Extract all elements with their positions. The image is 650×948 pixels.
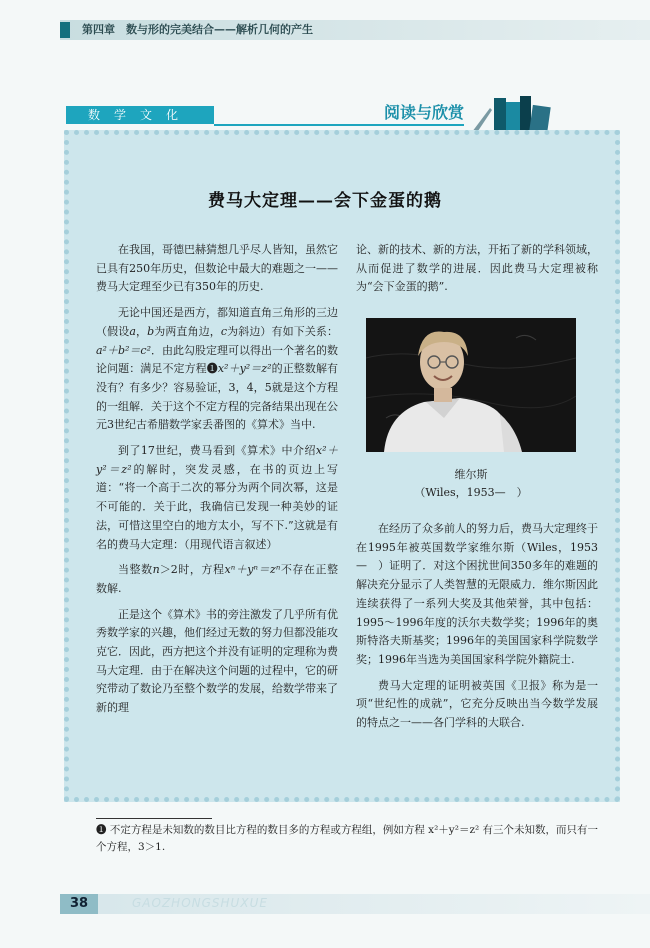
reading-label: 阅读与欣赏 bbox=[384, 103, 465, 122]
footer-brand: GAOZHONGSHUXUE bbox=[132, 896, 268, 910]
section-tag: 数学文化 bbox=[66, 106, 214, 124]
photo-caption-name: 维尔斯 bbox=[454, 468, 488, 481]
footnote-rule bbox=[96, 818, 212, 819]
article-title: 费马大定理——会下金蛋的鹅 bbox=[208, 191, 442, 211]
section-tag-underline bbox=[214, 124, 464, 126]
paragraph-golden-goose: 论、新的技术、新的方法，开拓了新的学科领域，从而促进了数学的进展．因此费马大定理被称为“会下金蛋的鹅”. bbox=[356, 243, 598, 294]
right-column-bottom bbox=[356, 520, 598, 740]
page-number: 38 bbox=[60, 894, 98, 914]
paragraph-intro: 在我国，哥德巴赫猜想几乎尽人皆知，虽然它已具有250年历史，但数论中最大的难题之一——费马大定理至少已有350年的历史. bbox=[96, 243, 338, 294]
left-column bbox=[96, 241, 338, 725]
paragraph-influence: 正是这个《算术》书的旁注激发了几乎所有优秀数学家的兴趣，他们经过无数的努力但都没能攻克它．因此，西方把这个并没有证明的定理称为费马大定理．由于在解决这个问题的过程中，它的研究带动了数论乃至整个数学的发展，给数学带来了新的理 bbox=[96, 607, 338, 715]
right-column-top bbox=[356, 241, 598, 304]
paragraph-guardian: 费马大定理的证明被英国《卫报》称为是一项“世纪性的成就”，它充分反映出当今数学发展的特点之一——各门学科的大联合. bbox=[356, 678, 598, 730]
chapter-title: 第四章 数与形的完美结合——解析几何的产生 bbox=[82, 23, 313, 36]
paragraph-pythagoras: 无论中国还是西方，都知道直角三角形的三边（假设a，b为两直角边，c为斜边）有如下关系：a²＋b²＝c²．由此勾股定理可以得出一个著名的数论问题：满足不定方程❶x²＋y²＝z²的正整数解有没有？有多少？容易验证，3，4，5就是这个方程的一组解．关于这个不定方程的完备结果出现在公元3世纪古希腊数学家丢番图的《算术》当中. bbox=[96, 306, 339, 432]
footnote bbox=[96, 822, 602, 856]
footnote-ref: ❶ bbox=[206, 362, 218, 376]
wiles-portrait-image bbox=[366, 318, 576, 452]
paragraph-fermat-note: 到了17世纪，费马看到《算术》中介绍x²＋y²＝z²的解时，突发灵感，在书的页边上写道：“将一个高于二次的幂分为两个同次幂，这是不可能的．关于此，我确信已发现一种美妙的证法，可惜这里空白的地方太小，写不下.”这就是有名的费马大定理：（用现代语言叙述） bbox=[96, 444, 338, 551]
paragraph-wiles-proof: 在经历了众多前人的努力后，费马大定理终于在1995年被英国数学家维尔斯（Wiles，1953— ）证明了．对这个困扰世间350多年的难题的解决充分显示了人类智慧的无限威力．维尔斯因此连续获得了一系列大奖及其他荣誉，其中包括：1995～1996年度的沃尔夫数学奖；1996年的奥斯特洛夫斯基奖；1996年的美国国家科学院数学奖；1996年当选为美国国家科学院外籍院士. bbox=[356, 522, 598, 666]
footnote-marker: ❶ bbox=[96, 824, 107, 836]
footnote-text: 不定方程是未知数的数目比方程的数目多的方程或方程组，例如方程 x²＋y²＝z² 有三个未知数，而只有一个方程，3＞1. bbox=[96, 824, 599, 853]
header-tab bbox=[60, 22, 70, 38]
photo-caption-years: （Wiles，1953— ） bbox=[414, 486, 528, 499]
wiles-photo bbox=[366, 318, 576, 452]
paragraph-theorem-statement: 当整数n＞2时，方程xⁿ＋yⁿ＝zⁿ不存在正整数解. bbox=[96, 563, 339, 595]
